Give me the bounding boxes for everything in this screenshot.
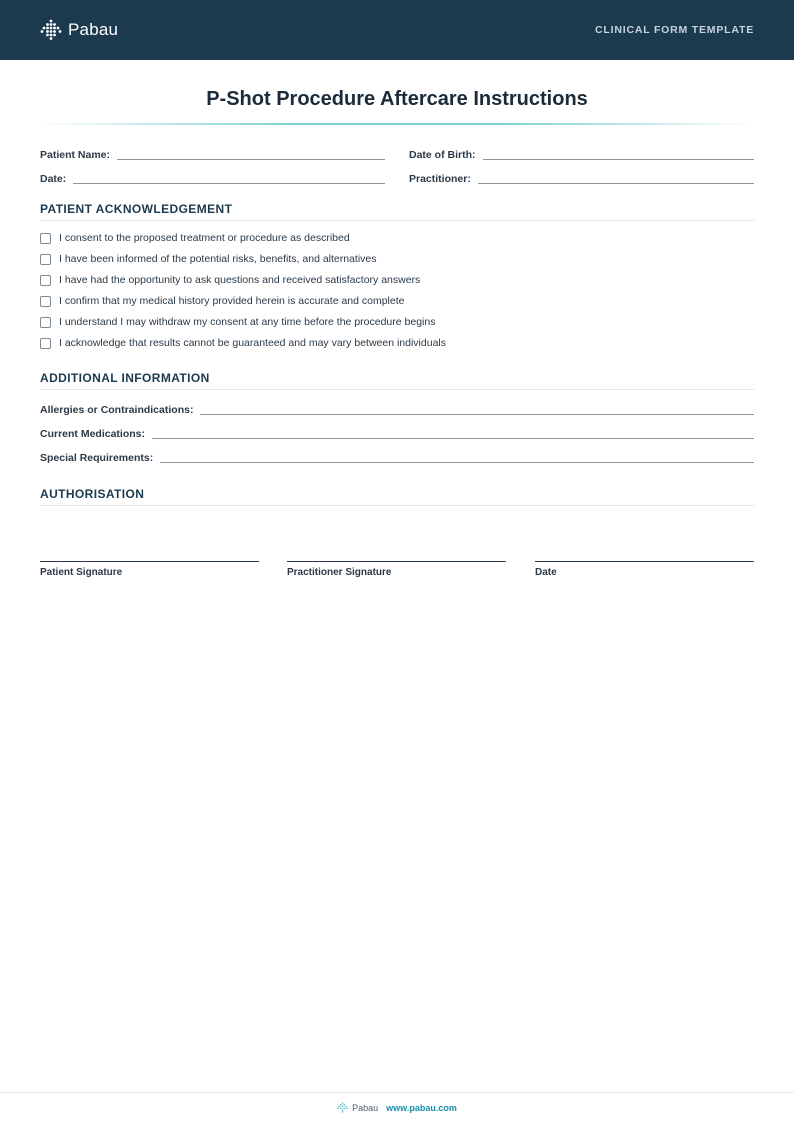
practitioner-field[interactable] xyxy=(409,169,754,185)
allergies-field[interactable] xyxy=(40,400,754,416)
risks-checkbox-item[interactable] xyxy=(40,252,377,266)
patient-signature-block[interactable] xyxy=(40,561,259,578)
results-checkbox-item[interactable] xyxy=(40,336,446,350)
date-line[interactable] xyxy=(73,174,385,184)
practitioner-line[interactable] xyxy=(478,174,754,184)
practitioner-signature-line[interactable] xyxy=(287,561,506,562)
checkbox-label: I consent to the proposed treatment or procedure as described xyxy=(59,232,350,244)
checkbox[interactable] xyxy=(40,296,51,307)
consent-checkbox-item[interactable] xyxy=(40,231,350,245)
special-requirements-line[interactable] xyxy=(160,453,754,463)
patient-name-field[interactable] xyxy=(40,145,385,161)
additional-info-divider xyxy=(40,389,754,390)
signature-date-line[interactable] xyxy=(535,561,754,562)
patient-signature-line[interactable] xyxy=(40,561,259,562)
acknowledgement-heading: PATIENT ACKNOWLEDGEMENT xyxy=(40,202,233,216)
patient-name-line[interactable] xyxy=(117,150,385,160)
checkbox[interactable] xyxy=(40,233,51,244)
checkbox-label: I have been informed of the potential risks, benefits, and alternatives xyxy=(59,253,377,265)
questions-checkbox-item[interactable] xyxy=(40,273,420,287)
footer-website-link[interactable]: www.pabau.com xyxy=(386,1102,457,1113)
history-checkbox-item[interactable] xyxy=(40,294,405,308)
checkbox[interactable] xyxy=(40,254,51,265)
page-footer xyxy=(0,1102,794,1113)
signature-date-block[interactable] xyxy=(535,561,754,578)
brand-name: Pabau xyxy=(68,20,119,39)
practitioner-signature-label: Practitioner Signature xyxy=(287,567,392,578)
footer-divider xyxy=(0,1092,794,1093)
pabau-logo xyxy=(40,19,118,41)
patient-signature-label: Patient Signature xyxy=(40,567,123,578)
checkbox[interactable] xyxy=(40,275,51,286)
practitioner-label: Practitioner: xyxy=(409,173,471,185)
special-requirements-label: Special Requirements: xyxy=(40,452,154,464)
patient-name-label: Patient Name: xyxy=(40,149,111,161)
medications-field[interactable] xyxy=(40,424,754,440)
pabau-logo-icon xyxy=(40,19,62,41)
pabau-footer-icon xyxy=(337,1102,348,1113)
form-type-label: CLINICAL FORM TEMPLATE xyxy=(595,24,754,36)
footer-brand: Pabau xyxy=(352,1102,379,1113)
date-of-birth-field[interactable] xyxy=(409,145,754,161)
signature-date-label: Date xyxy=(535,567,557,578)
title-divider xyxy=(40,123,754,125)
checkbox-label: I confirm that my medical history provided herein is accurate and complete xyxy=(59,295,405,307)
additional-info-heading: ADDITIONAL INFORMATION xyxy=(40,371,210,385)
date-of-birth-line[interactable] xyxy=(483,150,755,160)
authorisation-divider xyxy=(40,505,754,506)
checkbox[interactable] xyxy=(40,338,51,349)
special-requirements-field[interactable] xyxy=(40,448,754,464)
checkbox-label: I have had the opportunity to ask questions and received satisfactory answers xyxy=(59,274,421,286)
medications-line[interactable] xyxy=(152,429,754,439)
authorisation-heading: AUTHORISATION xyxy=(40,487,145,501)
date-label: Date: xyxy=(40,173,67,185)
page-title: P-Shot Procedure Aftercare Instructions xyxy=(206,88,588,110)
checkbox[interactable] xyxy=(40,317,51,328)
checkbox-label: I acknowledge that results cannot be guaranteed and may vary between individuals xyxy=(59,337,446,349)
page-header xyxy=(0,0,794,60)
acknowledgement-divider xyxy=(40,220,754,221)
checkbox-label: I understand I may withdraw my consent at any time before the procedure begins xyxy=(59,316,436,328)
date-of-birth-label: Date of Birth: xyxy=(409,149,476,161)
allergies-label: Allergies or Contraindications: xyxy=(40,404,194,416)
withdraw-checkbox-item[interactable] xyxy=(40,315,435,329)
medications-label: Current Medications: xyxy=(40,428,146,440)
allergies-line[interactable] xyxy=(200,405,754,415)
date-field[interactable] xyxy=(40,169,385,185)
practitioner-signature-block[interactable] xyxy=(287,561,506,578)
